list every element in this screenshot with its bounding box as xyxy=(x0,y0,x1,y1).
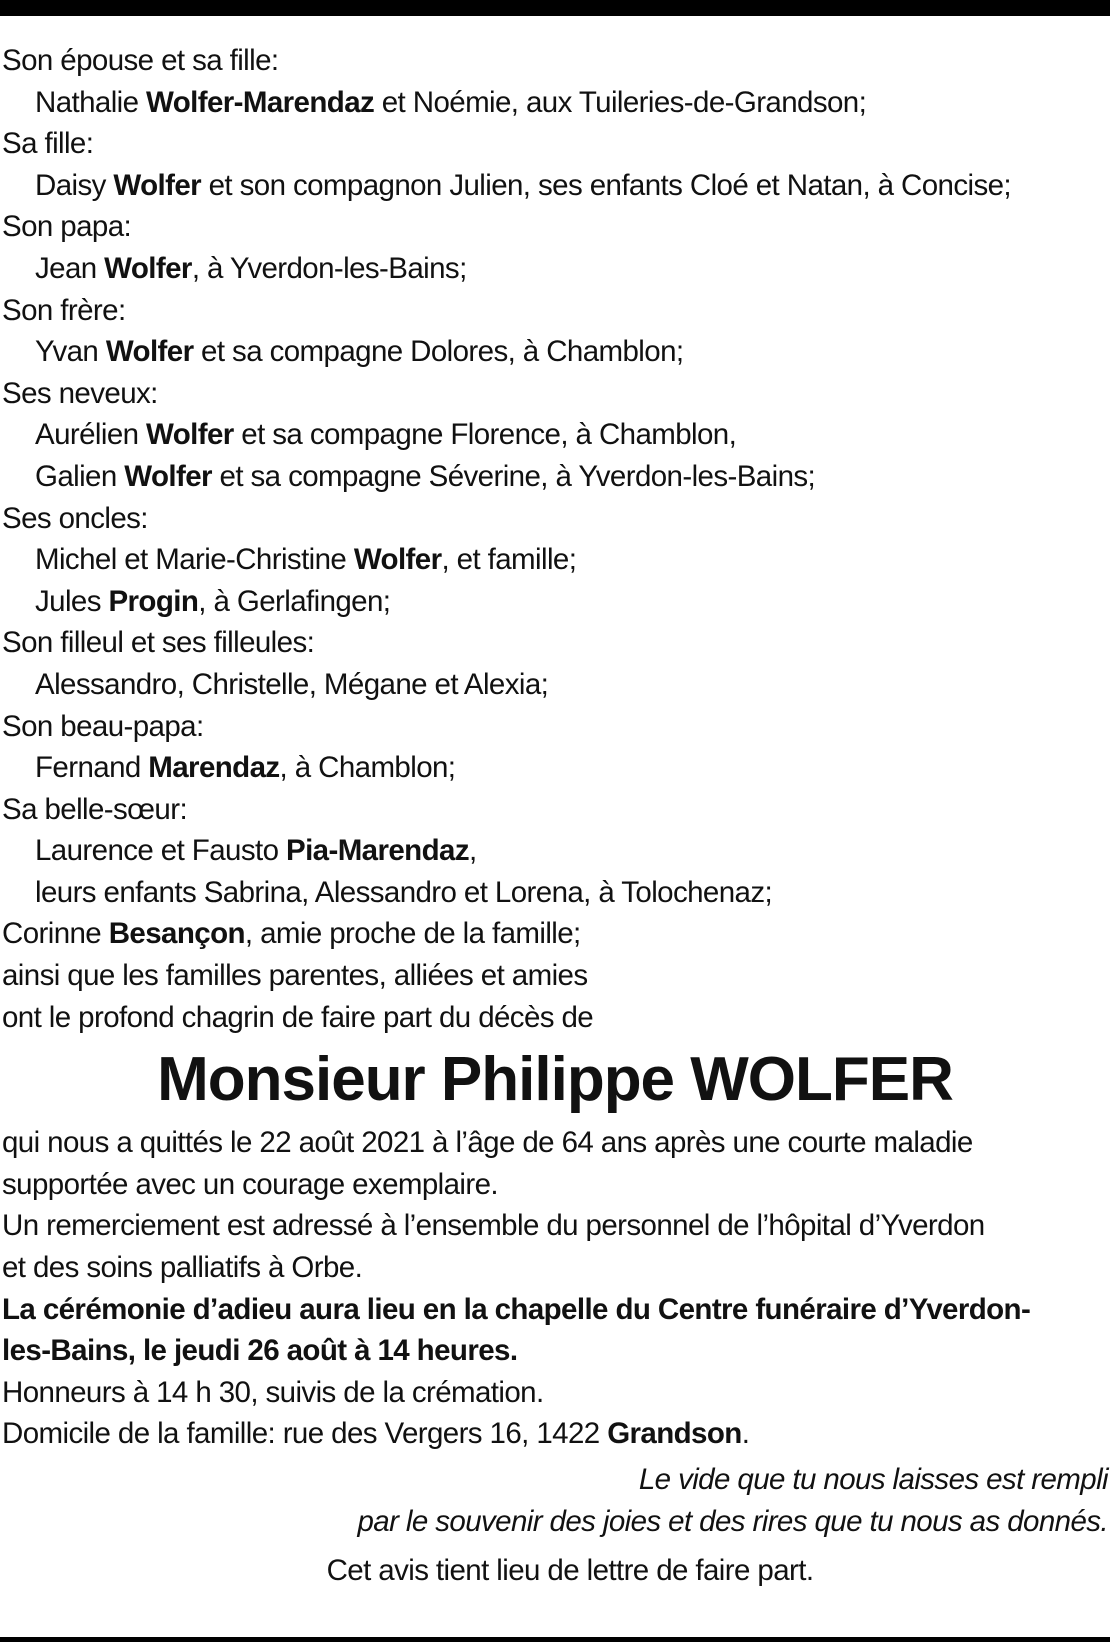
family-group xyxy=(2,498,1108,623)
relative-post: et sa compagne Dolores, à Chamblon; xyxy=(193,335,684,369)
relative-pre: Aurélien xyxy=(35,418,147,452)
friend-pre: Corinne xyxy=(2,917,109,951)
body-line: qui nous a quittés le 22 août 2021 à l’âge de 64 ans après une courte maladie xyxy=(2,1126,973,1160)
relation-heading: Son papa: xyxy=(2,210,132,244)
relative-line xyxy=(2,747,1108,789)
relative-pre: leurs enfants Sabrina, Alessandro et Lorena, à Tolochenaz; xyxy=(35,875,773,909)
relative-post: , xyxy=(468,834,477,868)
family-group xyxy=(2,373,1108,498)
family-name: Wolfer xyxy=(104,251,192,285)
relative-line xyxy=(2,830,1108,872)
friend-line xyxy=(2,913,1108,955)
honours-line: Honneurs à 14 h 30, suivis de la crémation. xyxy=(2,1375,544,1409)
relation-heading: Sa belle-sœur: xyxy=(2,792,188,826)
notice-body xyxy=(2,1122,1108,1288)
domicile-post: . xyxy=(741,1417,750,1451)
family-name: Marendaz xyxy=(148,751,280,785)
quote-line: Le vide que tu nous laisses est rempli xyxy=(638,1463,1108,1496)
relative-line xyxy=(2,414,1108,456)
memorial-quote xyxy=(2,1459,1108,1542)
family-name: Wolfer xyxy=(146,418,234,452)
relative-post: et Noémie, aux Tuileries-de-Grandson; xyxy=(374,85,867,119)
family-name: Progin xyxy=(108,584,199,618)
relative-line xyxy=(2,456,1108,498)
family-list xyxy=(2,40,1108,913)
relative-pre: Alessandro, Christelle, Mégane et Alexia; xyxy=(35,667,549,701)
relative-pre: Laurence et Fausto xyxy=(35,834,286,868)
family-name: Wolfer-Marendaz xyxy=(146,85,375,119)
relation-heading: Son épouse et sa fille: xyxy=(2,44,279,77)
announcement-line: ont le profond chagrin de faire part du décès de xyxy=(2,1000,594,1034)
relative-post: et son compagnon Julien, ses enfants Cloé et Natan, à Concise; xyxy=(201,168,1012,202)
body-line: et des soins palliatifs à Orbe. xyxy=(2,1251,363,1285)
relation-heading: Son filleul et ses filleules: xyxy=(2,626,315,660)
relation-heading: Son beau-papa: xyxy=(2,709,204,743)
relative-pre: Fernand xyxy=(35,751,149,785)
relative-pre: Yvan xyxy=(35,335,106,369)
relative-post: , à Chamblon; xyxy=(279,751,456,785)
family-name: Pia-Marendaz xyxy=(286,834,469,868)
relative-post: , et famille; xyxy=(441,543,577,577)
relative-line xyxy=(2,872,1108,914)
relative-line xyxy=(2,539,1108,581)
family-group xyxy=(2,290,1108,373)
relation-heading: Sa fille: xyxy=(2,127,94,161)
relative-pre: Daisy xyxy=(35,168,114,202)
relative-post: et sa compagne Florence, à Chamblon, xyxy=(233,418,737,452)
family-group xyxy=(2,706,1108,789)
relative-post: , à Yverdon-les-Bains; xyxy=(191,251,467,285)
family-group xyxy=(2,789,1108,914)
family-name: Wolfer xyxy=(124,459,212,493)
friend-name: Besançon xyxy=(108,917,245,951)
relative-pre: Galien xyxy=(35,459,125,493)
quote-line: par le souvenir des joies et des rires que tu nous as donnés. xyxy=(357,1504,1108,1538)
family-group xyxy=(2,123,1108,206)
relation-heading: Son frère: xyxy=(2,293,126,327)
relative-pre: Jules xyxy=(35,584,109,618)
family-name: Wolfer xyxy=(353,543,442,577)
relative-line xyxy=(2,581,1108,623)
relative-pre: Michel et Marie-Christine xyxy=(35,543,354,577)
relative-line xyxy=(2,82,1108,124)
ceremony-line: La cérémonie d’adieu aura lieu en la chapelle du Centre funéraire d’Yverdon- xyxy=(2,1292,1031,1326)
relative-pre: Jean xyxy=(35,251,105,285)
ceremony-info xyxy=(2,1289,1108,1372)
family-name: Wolfer xyxy=(113,168,202,202)
family-group xyxy=(2,40,1108,123)
relative-pre: Nathalie xyxy=(35,85,147,119)
relative-line xyxy=(2,664,1108,706)
family-name: Wolfer xyxy=(105,335,194,369)
relation-heading: Ses oncles: xyxy=(2,501,148,535)
domicile-town: Grandson xyxy=(607,1417,742,1451)
ceremony-line: les-Bains, le jeudi 26 août à 14 heures. xyxy=(2,1334,518,1368)
top-rule xyxy=(0,0,1110,16)
domicile-line xyxy=(2,1413,1108,1455)
relative-line xyxy=(2,248,1108,290)
bottom-rule xyxy=(0,1637,1110,1642)
body-line: supportée avec un courage exemplaire. xyxy=(2,1167,499,1201)
domicile-pre: Domicile de la famille: rue des Vergers 16, 1422 xyxy=(2,1417,608,1451)
family-group xyxy=(2,206,1108,289)
relative-line xyxy=(2,331,1108,373)
relative-line xyxy=(2,165,1108,207)
obituary-notice xyxy=(2,40,1108,1592)
relative-post: et sa compagne Séverine, à Yverdon-les-Bains; xyxy=(211,459,816,493)
relation-heading: Ses neveux: xyxy=(2,376,158,410)
body-line: Un remerciement est adressé à l’ensemble du personnel de l’hôpital d’Yverdon xyxy=(2,1209,985,1243)
family-group xyxy=(2,622,1108,705)
relative-post: , à Gerlafingen; xyxy=(198,584,391,618)
deceased-name: Monsieur Philippe WOLFER xyxy=(157,1045,953,1115)
closing-note: Cet avis tient lieu de lettre de faire part. xyxy=(326,1554,814,1588)
announcement-line: ainsi que les familles parentes, alliées et amies xyxy=(2,959,588,993)
friend-post: , amie proche de la famille; xyxy=(244,917,581,951)
